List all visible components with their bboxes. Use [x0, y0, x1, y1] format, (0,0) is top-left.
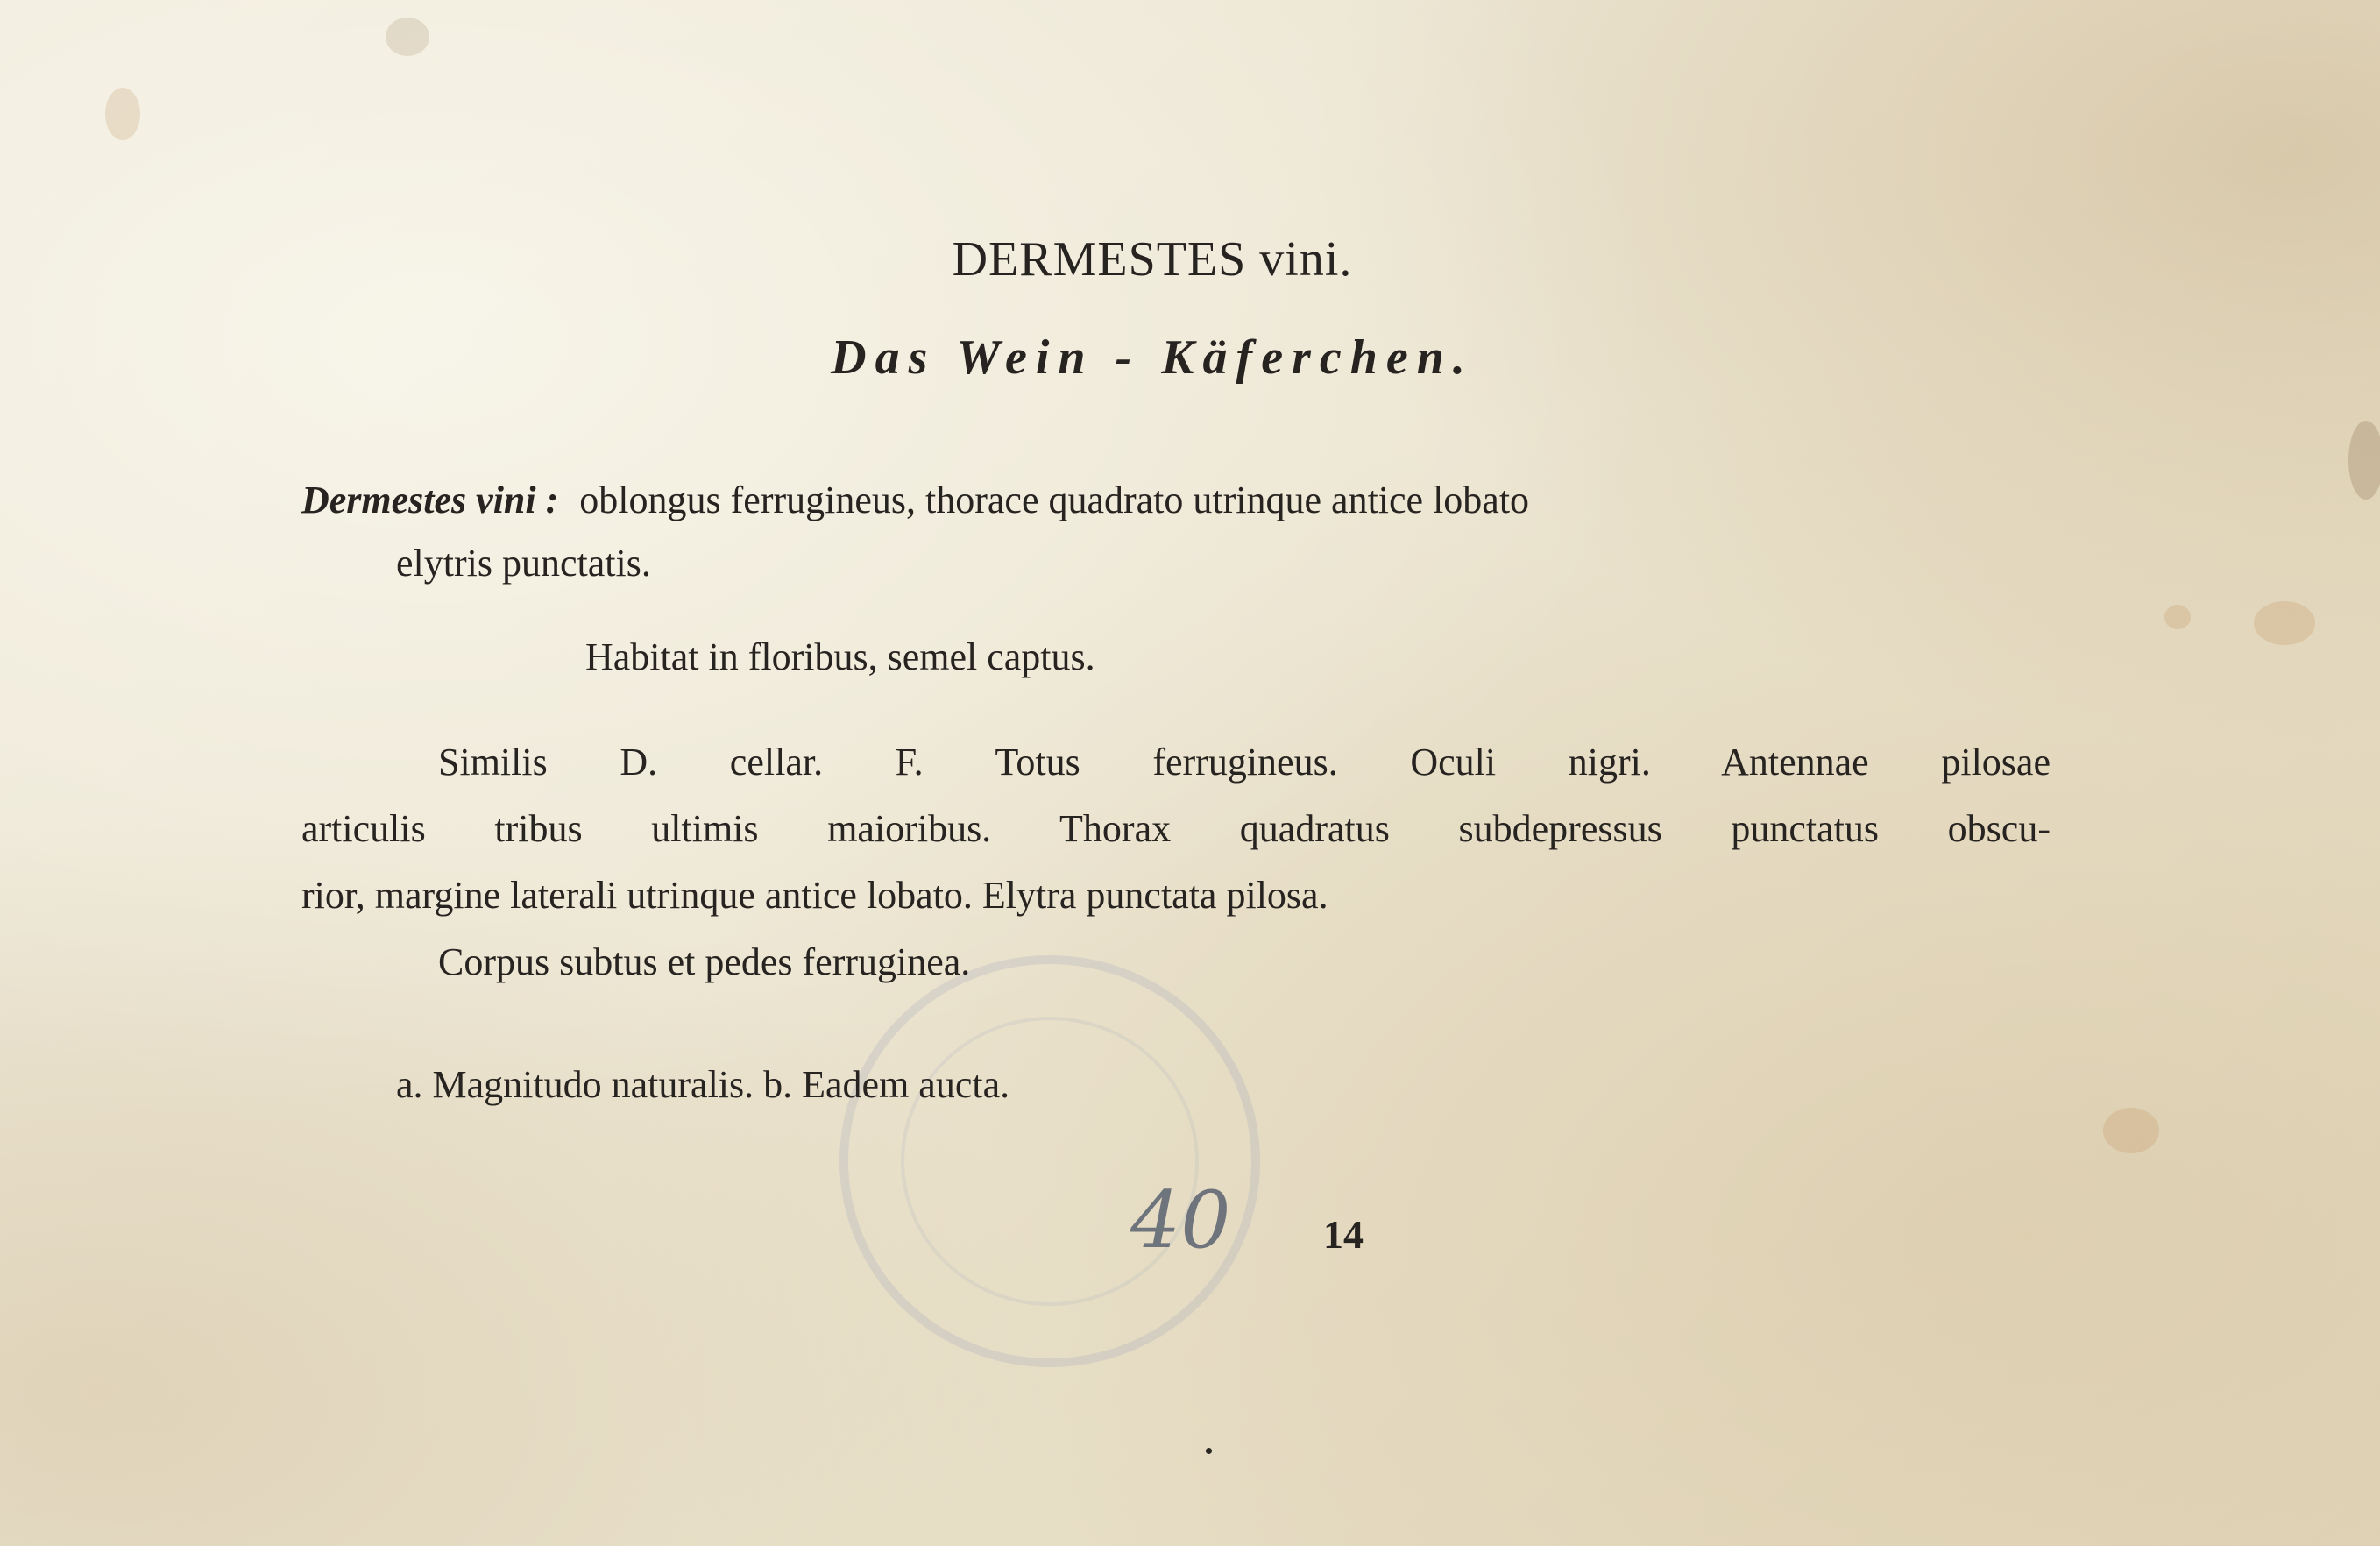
diagnosis-line-1: oblongus ferrugineus, thorace quadrato utrinque antice lobato — [579, 479, 1530, 521]
foxing-spot — [2103, 1108, 2159, 1153]
paragraph-line: rior, margine laterali utrinque antice lobato. Elytra punctata pilosa. — [301, 874, 1328, 917]
species-title: DERMESTES vini. — [952, 232, 1353, 287]
foxing-spot — [105, 88, 140, 140]
habitat-text: Habitat in floribus, semel captus. — [585, 635, 1095, 678]
handwritten-number: 40 — [1130, 1174, 1231, 1266]
diagnosis-line-2: elytris punctatis. — [396, 542, 651, 585]
foxing-spot — [386, 18, 429, 56]
library-stamp — [839, 955, 1260, 1367]
paragraph-line: articulis tribus ultimis maioribus. Thorax quadratus subdepressus punctatus obscu- — [301, 807, 2051, 850]
description-paragraph — [301, 729, 2051, 929]
corpus-text: Corpus subtus et pedes ferruginea. — [438, 940, 971, 983]
foxing-spot — [2254, 601, 2315, 645]
figure-caption: a. Magnitudo naturalis. b. Eadem aucta. — [396, 1063, 1010, 1106]
foxing-spot — [2348, 421, 2380, 500]
ink-dot — [1206, 1448, 1212, 1454]
foxing-spot — [2164, 605, 2191, 629]
species-diagnosis — [301, 469, 2024, 595]
page-number: 14 — [1323, 1212, 1364, 1257]
diagnosis-label: Dermestes vini : — [301, 479, 559, 521]
paragraph-line: Similis D. cellar. F. Totus ferrugineus. Oculi nigri. Antennae pilosae — [438, 741, 2051, 784]
german-name: Das Wein - Käferchen. — [831, 330, 1474, 385]
